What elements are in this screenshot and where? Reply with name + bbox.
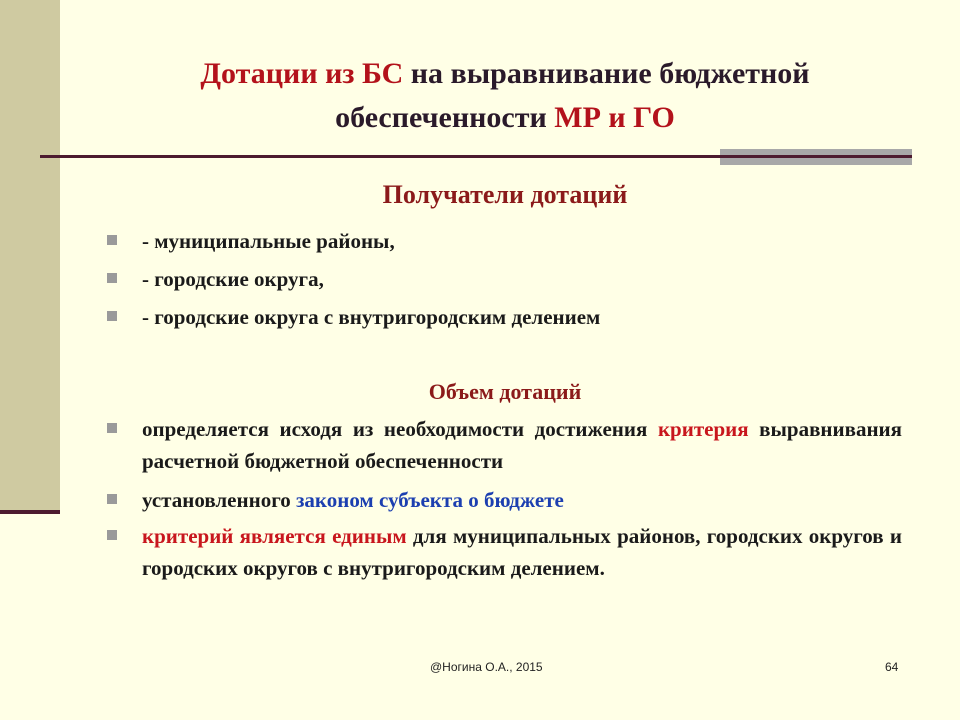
title-divider <box>40 155 912 158</box>
bullet-volume-3 <box>107 520 902 584</box>
footer-page-number: 64 <box>885 660 899 674</box>
left-decorative-band <box>0 0 60 512</box>
bullet-square-icon <box>107 235 117 245</box>
bullet-square-icon <box>107 423 117 433</box>
bullet-recipient-3 <box>107 301 902 333</box>
volume-1-text-a: определяется исходя из необходимости достижения <box>142 417 658 441</box>
title-part-3: обеспеченности <box>335 101 555 134</box>
bullet-text: - городские округа с внутригородским делением <box>142 305 601 329</box>
title-part-4: МР и ГО <box>554 101 675 134</box>
volume-heading: Объем дотаций <box>428 379 582 404</box>
left-band-rule <box>0 510 60 514</box>
bullet-square-icon <box>107 530 117 540</box>
bullet-volume-2 <box>107 484 902 516</box>
volume-2-text-b: законом субъекта о бюджете <box>295 488 564 512</box>
bullet-text <box>142 520 902 584</box>
bullet-square-icon <box>107 494 117 504</box>
bullet-text: - муниципальные районы, <box>142 229 395 253</box>
bullet-recipient-1 <box>107 225 902 257</box>
bullet-text <box>142 484 902 516</box>
bullet-square-icon <box>107 311 117 321</box>
bullet-text: - городские округа, <box>142 267 324 291</box>
footer-author: @Ногина О.А., 2015 <box>430 660 543 674</box>
slide-title <box>80 52 930 140</box>
volume-1-text-b: критерия <box>657 417 749 441</box>
bullet-text <box>142 413 902 477</box>
bullet-recipient-2 <box>107 263 902 295</box>
volume-1-text-c: выравнивания расчетной бюджетной обеспеченности <box>142 417 903 473</box>
title-part-2: на выравнивание бюджетной <box>403 57 810 90</box>
recipients-heading: Получатели дотаций <box>382 180 628 209</box>
volume-2-text-a: установленного <box>142 488 296 512</box>
title-part-1: Дотации из БС <box>200 57 404 90</box>
volume-3-text-a: критерий является единым <box>142 524 407 548</box>
volume-3-text-b: для муниципальных районов, городских округов и городских округов с внутригородским делением. <box>142 524 902 580</box>
bullet-volume-1 <box>107 413 902 477</box>
bullet-square-icon <box>107 273 117 283</box>
